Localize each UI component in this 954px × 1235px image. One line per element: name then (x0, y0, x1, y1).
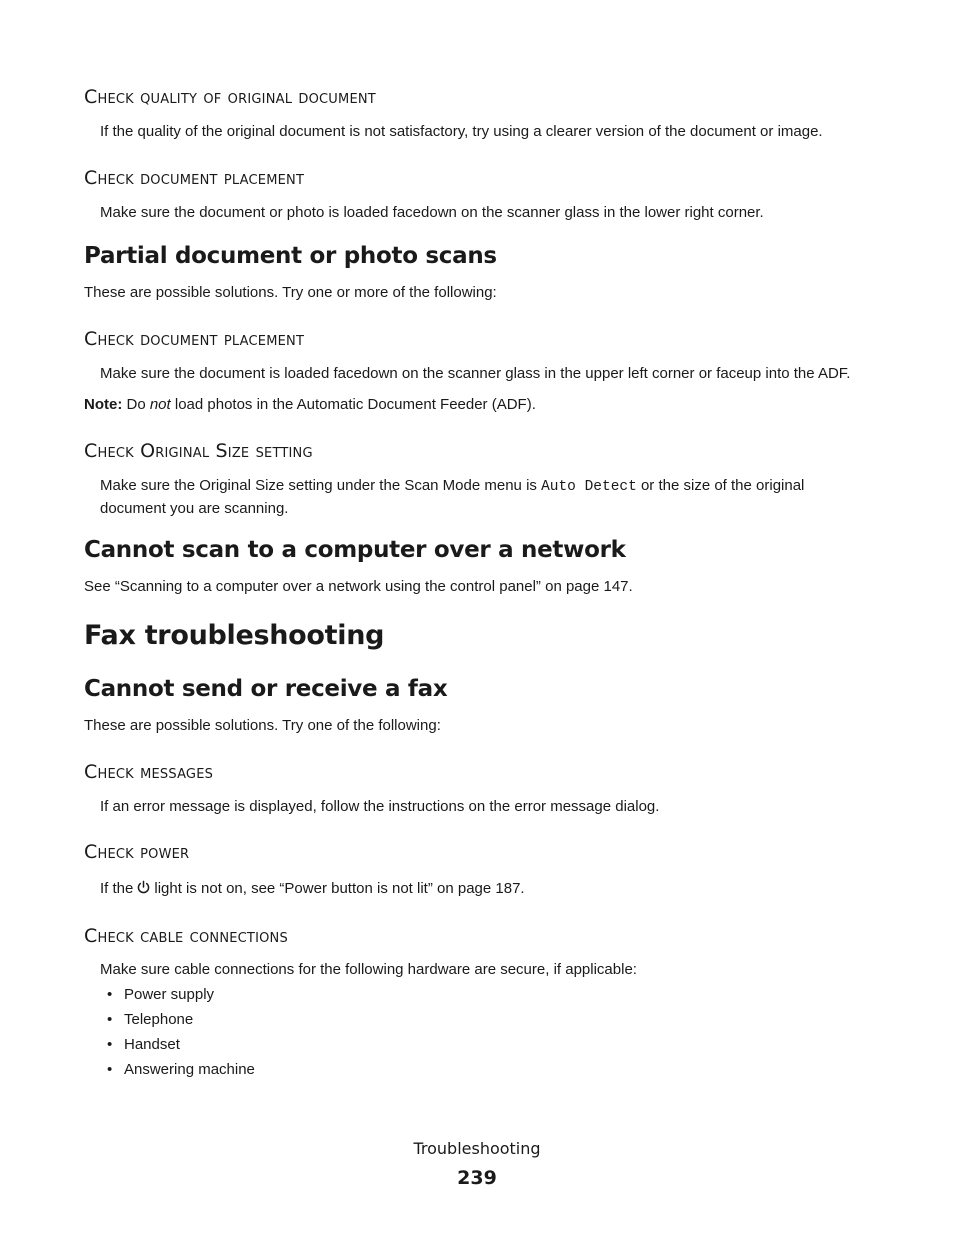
list-item (107, 1059, 255, 1080)
paragraph-partial-intro: These are possible solutions. Try one or more of the following: (84, 284, 497, 301)
list-item-label: Handset (124, 1036, 180, 1053)
note-emphasis: not (149, 396, 171, 413)
list-item (107, 984, 214, 1005)
list-item-label: Answering machine (124, 1061, 255, 1078)
paragraph-check-size (100, 475, 860, 519)
heading-check-placement-2: Check document placement (84, 328, 305, 350)
heading-check-placement-1: Check document placement (84, 167, 305, 189)
note-post: load photos in the Automatic Document Feeder (ADF). (170, 396, 536, 413)
bullet-icon: • (107, 1011, 113, 1028)
paragraph-check-quality: If the quality of the original document is not satisfactory, try using a clearer version of the document or image. (100, 123, 823, 140)
heading-cannot-fax: Cannot send or receive a fax (84, 676, 448, 702)
bullet-icon: • (107, 1061, 113, 1078)
list-item (107, 1009, 193, 1030)
heading-fax-troubleshooting: Fax troubleshooting (84, 620, 385, 651)
auto-detect-code: Auto Detect (541, 479, 637, 495)
paragraph-check-messages: If an error message is displayed, follow the instructions on the error message dialog. (100, 798, 660, 815)
paragraph-check-power (100, 878, 525, 899)
heading-check-size: Check Original Size setting (84, 440, 313, 462)
check-power-post: light is not on, see “Power button is not lit” on page 187. (154, 880, 525, 897)
note (84, 394, 536, 415)
note-label: Note: (84, 396, 123, 413)
paragraph-check-placement-1: Make sure the document or photo is loaded facedown on the scanner glass in the lower right corner. (100, 204, 764, 221)
heading-check-quality: Check quality of original document (84, 86, 376, 108)
bullet-icon: • (107, 1036, 113, 1053)
list-item-label: Power supply (124, 986, 215, 1003)
heading-partial-scans: Partial document or photo scans (84, 243, 497, 269)
footer-section-name: Troubleshooting (413, 1139, 541, 1158)
bullet-icon: • (107, 986, 113, 1003)
heading-check-messages: Check messages (84, 761, 214, 783)
list-item-label: Telephone (124, 1011, 194, 1028)
heading-cannot-scan: Cannot scan to a computer over a network (84, 537, 626, 563)
list-item (107, 1034, 180, 1055)
note-pre: Do (122, 396, 150, 413)
paragraph-check-placement-2: Make sure the document is loaded facedown on the scanner glass in the upper left corner or faceup into the ADF. (100, 365, 851, 382)
paragraph-cannot-scan: See “Scanning to a computer over a network using the control panel” on page 147. (84, 578, 633, 595)
paragraph-check-cable: Make sure cable connections for the following hardware are secure, if applicable: (100, 961, 637, 978)
heading-check-cable: Check cable connections (84, 925, 288, 947)
check-size-pre: Make sure the Original Size setting under the Scan Mode menu is (100, 477, 542, 494)
check-power-pre: If the (100, 880, 134, 897)
power-icon (136, 880, 151, 895)
page-number: 239 (457, 1167, 497, 1189)
heading-check-power: Check power (84, 841, 190, 863)
paragraph-cannot-fax-intro: These are possible solutions. Try one of the following: (84, 717, 441, 734)
check-size-post: or the size of the original document you are scanning. (100, 477, 805, 517)
